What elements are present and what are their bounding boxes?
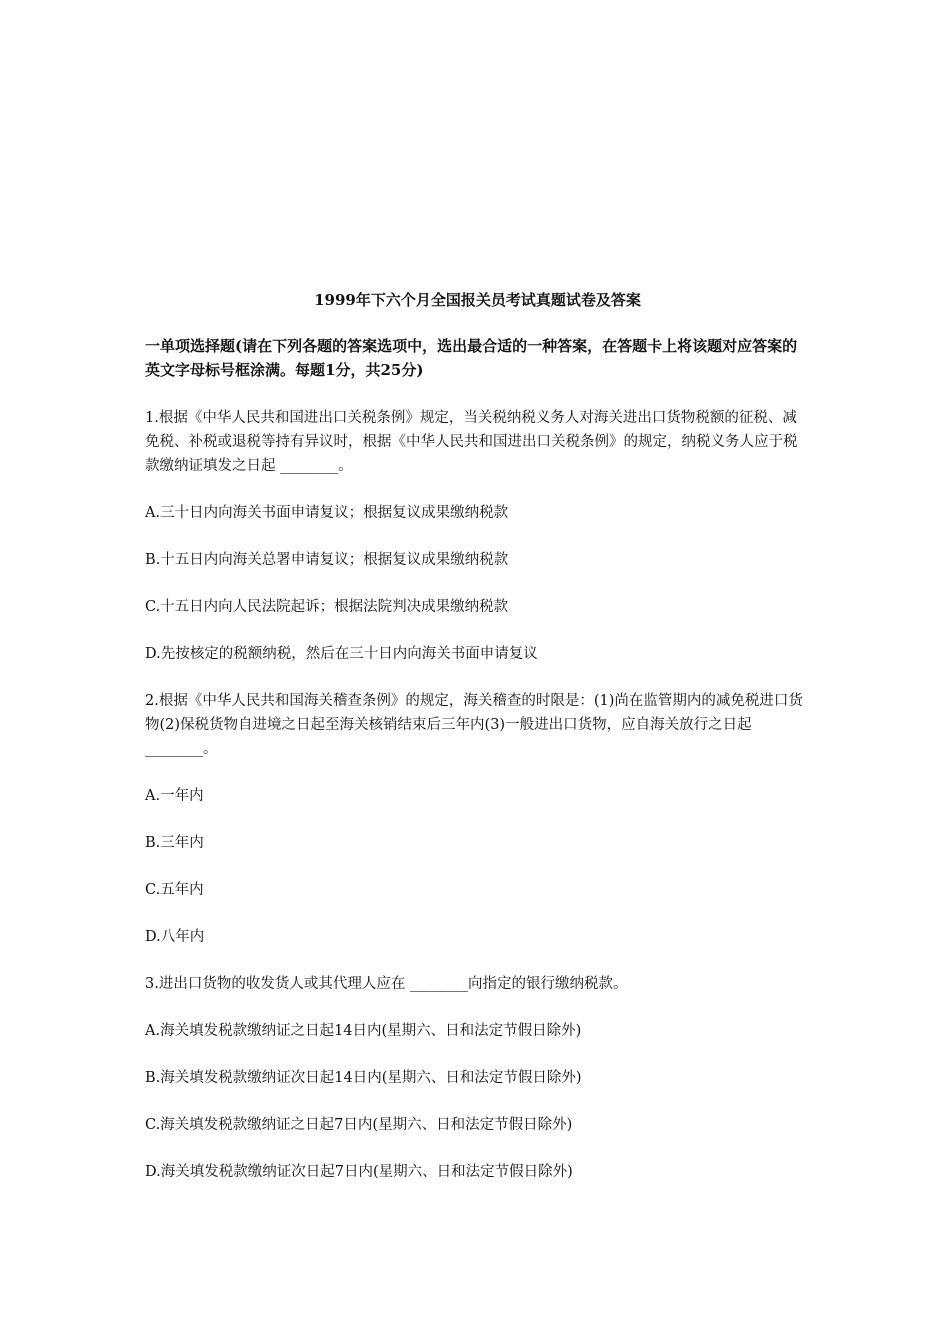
question-text: 1.根据《中华人民共和国进出口关税条例》规定，当关税纳税义务人对海关进出口货物税额的征税、减免税、补税或退税等持有异议时，根据《中华人民共和国进出口关税条例》的规定，纳税义务人应于税款缴纳证填发之日起 ________。 bbox=[145, 410, 798, 474]
option-c: C.海关填发税款缴纳证之日起7日内(星期六、日和法定节假日除外) bbox=[145, 1117, 573, 1133]
option-b: B.十五日内向海关总署申请复议；根据复议成果缴纳税款 bbox=[145, 552, 509, 568]
question-2 bbox=[145, 689, 810, 949]
option-b: B.三年内 bbox=[145, 835, 204, 851]
document-page bbox=[145, 290, 810, 1207]
option-d: D.先按核定的税额纳税，然后在三十日内向海关书面申请复议 bbox=[145, 646, 538, 662]
option-c: C.五年内 bbox=[145, 882, 204, 898]
option-c: C.十五日内向人民法院起诉；根据法院判决成果缴纳税款 bbox=[145, 599, 509, 615]
question-1 bbox=[145, 406, 810, 666]
option-d: D.海关填发税款缴纳证次日起7日内(星期六、日和法定节假日除外) bbox=[145, 1164, 573, 1180]
question-3 bbox=[145, 972, 810, 1184]
option-a: A.三十日内向海关书面申请复议；根据复议成果缴纳税款 bbox=[145, 505, 509, 521]
option-a: A.海关填发税款缴纳证之日起14日内(星期六、日和法定节假日除外) bbox=[145, 1023, 582, 1039]
question-text: 2.根据《中华人民共和国海关稽查条例》的规定，海关稽查的时限是：(1)尚在监管期内的减免税进口货物(2)保税货物自进境之日起至海关核销结束后三年内(3)一般进出口货物，应自海关放行之日起 ________。 bbox=[145, 693, 803, 757]
option-a: A.一年内 bbox=[145, 788, 204, 804]
document-title: 1999年下六个月全国报关员考试真题试卷及答案 bbox=[314, 291, 641, 309]
question-text: 3.进出口货物的收发货人或其代理人应在 ________向指定的银行缴纳税款。 bbox=[145, 976, 628, 992]
option-d: D.八年内 bbox=[145, 929, 205, 945]
section-heading: 一单项选择题(请在下列各题的答案选项中，选出最合适的一种答案，在答题卡上将该题对应答案的英文字母标号框涂满。每题1分，共25分) bbox=[145, 337, 798, 379]
option-b: B.海关填发税款缴纳证次日起14日内(星期六、日和法定节假日除外) bbox=[145, 1070, 582, 1086]
